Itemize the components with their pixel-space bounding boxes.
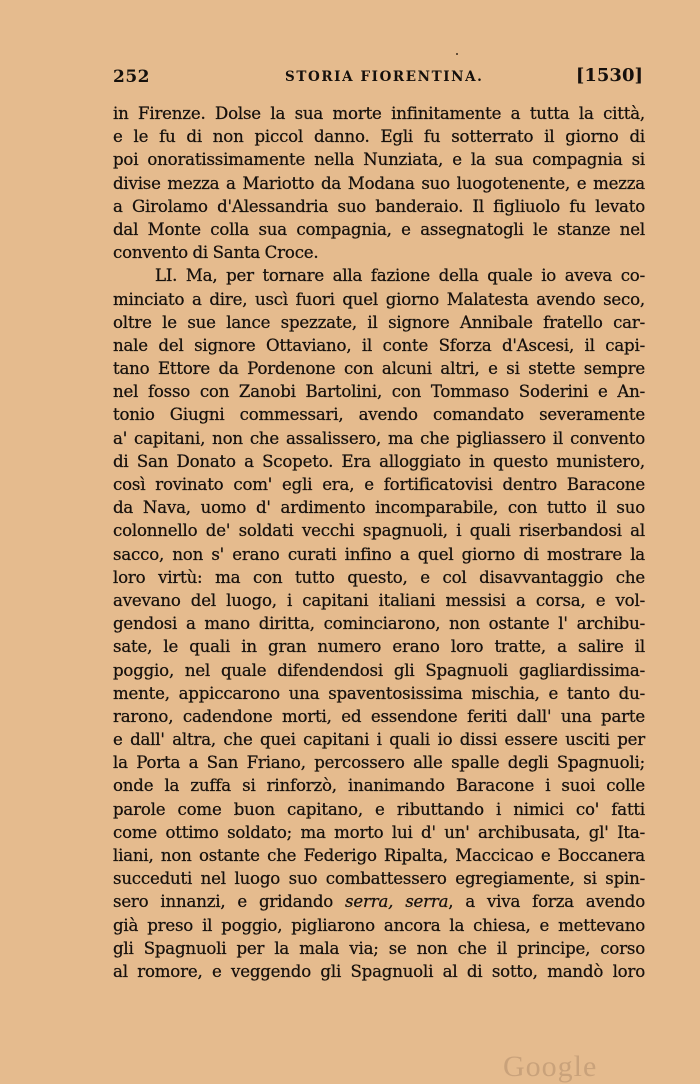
text-line: poggio, nel quale difendendosi gli Spagnuoli gagliardissima- [113, 660, 645, 680]
print-speck [456, 53, 458, 55]
text-line: mente, appiccarono una spaventosissima mischia, e tanto du- [113, 683, 645, 703]
text-line: sacco, non s' erano curati infino a quel giorno di mostrare la [113, 544, 645, 564]
text-line: poi onoratissimamente nella Nunziata, e la sua compagnia si [113, 150, 645, 170]
text-line: nale del signore Ottaviano, il conte Sforza d'Ascesi, il capi- [113, 335, 645, 355]
text-line: gendosi a mano diritta, cominciarono, non ostante l' archibu- [113, 614, 645, 634]
text-line: nel fosso con Zanobi Bartolini, con Tommaso Soderini e An- [113, 382, 645, 402]
watermark: Google [503, 1050, 598, 1083]
text-line: come ottimo soldato; ma morto lui d' un' archibusata, gl' Ita- [113, 822, 645, 842]
text-line: in Firenze. Dolse la sua morte infinitamente a tutta la città, [113, 104, 645, 123]
text-line: già preso il poggio, pigliarono ancora la chiesa, e mettevano [113, 915, 645, 935]
text-line: sate, le quali in gran numero erano loro tratte, a salire il [113, 637, 645, 657]
text-line: succeduti nel luogo suo combattessero egregiamente, si spin- [113, 869, 645, 889]
line-segment: sero innanzi, e gridando [113, 892, 346, 912]
text-line: al romore, e veggendo gli Spagnuoli al di sotto, mandò loro [113, 961, 645, 981]
text-line: a Girolamo d'Alessandria suo banderaio. Il figliuolo fu levato [113, 196, 645, 216]
page-number: 252 [113, 67, 150, 87]
paragraph-start-line: LI. Ma, per tornare alla fazione della quale io aveva co- [155, 266, 645, 286]
text-line: e le fu di non piccol danno. Egli fu sotterrato il giorno di [113, 127, 645, 147]
text-line: parole come buon capitano, e ributtando i nimici co' fatti [113, 799, 645, 819]
text-line: gli Spagnuoli per la mala via; se non che il principe, corso [113, 938, 645, 958]
text-line-with-italic [113, 890, 645, 913]
running-title: STORIA FIORENTINA. [285, 69, 484, 85]
year-marker: [1530] [575, 65, 643, 86]
line-segment: , a viva forza avendo [448, 892, 645, 912]
text-line: convento di Santa Croce. [113, 243, 319, 263]
text-line: la Porta a San Friano, percossero alle spalle degli Spagnuoli; [113, 753, 645, 773]
text-line: minciato a dire, uscì fuori quel giorno Malatesta avendo seco, [113, 289, 645, 309]
text-line: a' capitani, non che assalissero, ma che pigliassero il convento [113, 428, 645, 448]
page-header [113, 64, 643, 94]
text-line: tonio Giugni commessari, avendo comandato severamente [113, 405, 645, 425]
text-line: divise mezza a Mariotto da Modana suo luogotenente, e mezza [113, 173, 645, 193]
body-text [113, 102, 645, 983]
text-line: da Nava, uomo d' ardimento incomparabile, con tutto il suo [113, 498, 645, 518]
text-line: liani, non ostante che Federigo Ripalta, Maccicao e Boccanera [113, 846, 645, 865]
text-line: onde la zuffa si rinforzò, inanimando Baracone i suoi colle [113, 776, 645, 796]
text-line: di San Donato a Scopeto. Era alloggiato in questo munistero, [113, 451, 645, 471]
text-line: così rovinato com' egli era, e fortificatovisi dentro Baracone [113, 475, 645, 494]
text-line: e dall' altra, che quei capitani i quali io dissi essere usciti per [113, 730, 645, 750]
text-line: rarono, cadendone morti, ed essendone feriti dall' una parte [113, 706, 645, 726]
text-line: loro virtù: ma con tutto questo, e col disavvantaggio che [113, 567, 645, 587]
text-line: dal Monte colla sua compagnia, e assegnatogli le stanze nel [113, 219, 645, 239]
text-line: tano Ettore da Pordenone con alcuni altri, e si stette sempre [113, 359, 645, 379]
text-line: colonnello de' soldati vecchi spagnuoli, i quali riserbandosi al [113, 521, 645, 541]
text-line: avevano del luogo, i capitani italiani messisi a corsa, e vol- [113, 590, 645, 610]
text-line: oltre le sue lance spezzate, il signore Annibale fratello car- [113, 312, 645, 332]
italic-phrase: serra, serra [345, 892, 449, 912]
